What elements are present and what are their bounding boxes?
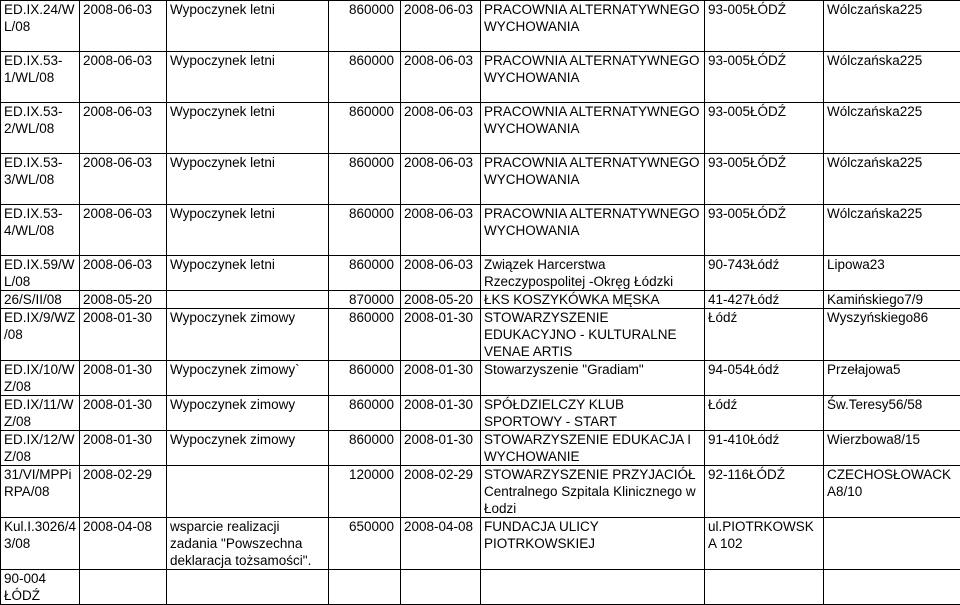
table-row: [1, 205, 960, 256]
decision-date-cell: 2008-06-03: [80, 52, 167, 103]
task-name-cell: Wypoczynek zimowy: [167, 431, 329, 466]
street-address-cell: Św.Teresy56/58: [824, 396, 960, 431]
table-row: [1, 309, 960, 361]
postal-city-cell: 90-743Łódź: [705, 256, 824, 291]
street-address-cell: Wólczańska225: [824, 154, 960, 205]
contract-date-cell: 2008-06-03: [401, 154, 481, 205]
task-name-cell: [167, 291, 329, 309]
postal-city-cell: Łódź: [705, 309, 824, 361]
street-address-cell: Wólczańska225: [824, 205, 960, 256]
decision-date-cell: 2008-05-20: [80, 291, 167, 309]
organization-name-cell: SPÓŁDZIELCZY KLUB SPORTOWY - START: [481, 396, 705, 431]
postal-city-cell: [705, 570, 824, 605]
contract-date-cell: 2008-01-30: [401, 309, 481, 361]
record-number-cell: ED.IX.53-1/WL/08: [1, 52, 80, 103]
postal-city-cell: 94-054Łódź: [705, 361, 824, 396]
table-row: [1, 256, 960, 291]
contract-date-cell: 2008-04-08: [401, 518, 481, 570]
contract-date-cell: [401, 570, 481, 605]
contract-date-cell: 2008-06-03: [401, 1, 481, 52]
record-number-cell: ED.IX.53-2/WL/08: [1, 103, 80, 154]
street-address-cell: Wierzbowa8/15: [824, 431, 960, 466]
grant-amount-cell: 860000: [329, 103, 401, 154]
table-row: [1, 518, 960, 570]
grant-amount-cell: 860000: [329, 431, 401, 466]
street-address-cell: Lipowa23: [824, 256, 960, 291]
contract-date-cell: 2008-06-03: [401, 103, 481, 154]
grant-amount-cell: 860000: [329, 396, 401, 431]
postal-city-cell: ul.PIOTRKOWSKA 102: [705, 518, 824, 570]
table-row: [1, 361, 960, 396]
decision-date-cell: 2008-01-30: [80, 361, 167, 396]
organization-name-cell: PRACOWNIA ALTERNATYWNEGO WYCHOWANIA: [481, 52, 705, 103]
postal-city-cell: 93-005ŁÓDŹ: [705, 154, 824, 205]
street-address-cell: Przełajowa5: [824, 361, 960, 396]
record-number-cell: Kul.I.3026/4 3/08: [1, 518, 80, 570]
task-name-cell: Wypoczynek zimowy`: [167, 361, 329, 396]
contract-date-cell: 2008-01-30: [401, 431, 481, 466]
organization-name-cell: PRACOWNIA ALTERNATYWNEGO WYCHOWANIA: [481, 154, 705, 205]
grant-amount-cell: 650000: [329, 518, 401, 570]
task-name-cell: [167, 570, 329, 605]
task-name-cell: Wypoczynek letni: [167, 154, 329, 205]
organization-name-cell: STOWARZYSZENIE EDUKACJA I WYCHOWANIE: [481, 431, 705, 466]
record-number-cell: ED.IX.59/W L/08: [1, 256, 80, 291]
decision-date-cell: 2008-06-03: [80, 154, 167, 205]
record-number-cell: 31/VI/MPPi RPA/08: [1, 466, 80, 518]
task-name-cell: wsparcie realizacji zadania "Powszechna deklaracja tożsamości".: [167, 518, 329, 570]
table-row: [1, 103, 960, 154]
table-row: [1, 1, 960, 52]
grant-amount-cell: 870000: [329, 291, 401, 309]
record-number-cell: ED.IX.24/W L/08: [1, 1, 80, 52]
contract-date-cell: 2008-06-03: [401, 205, 481, 256]
grant-amount-cell: 860000: [329, 154, 401, 205]
grant-amount-cell: 860000: [329, 205, 401, 256]
postal-city-cell: 91-410Łódź: [705, 431, 824, 466]
street-address-cell: Kamińskiego7/9: [824, 291, 960, 309]
organization-name-cell: PRACOWNIA ALTERNATYWNEGO WYCHOWANIA: [481, 1, 705, 52]
decision-date-cell: [80, 570, 167, 605]
contract-date-cell: 2008-06-03: [401, 256, 481, 291]
organization-name-cell: Związek Harcerstwa Rzeczypospolitej -Okręg Łódzki: [481, 256, 705, 291]
record-number-cell: 90-004 ŁÓDŹ: [1, 570, 80, 605]
postal-city-cell: 93-005ŁÓDŹ: [705, 205, 824, 256]
decision-date-cell: 2008-01-30: [80, 431, 167, 466]
decision-date-cell: 2008-01-30: [80, 309, 167, 361]
decision-date-cell: 2008-06-03: [80, 256, 167, 291]
postal-city-cell: 41-427Łódź: [705, 291, 824, 309]
table-row: [1, 154, 960, 205]
task-name-cell: Wypoczynek letni: [167, 256, 329, 291]
decision-date-cell: 2008-02-29: [80, 466, 167, 518]
organization-name-cell: PRACOWNIA ALTERNATYWNEGO WYCHOWANIA: [481, 205, 705, 256]
task-name-cell: Wypoczynek letni: [167, 52, 329, 103]
contract-date-cell: 2008-01-30: [401, 396, 481, 431]
table-row: [1, 431, 960, 466]
record-number-cell: ED.IX/10/W Z/08: [1, 361, 80, 396]
grant-amount-cell: 860000: [329, 309, 401, 361]
street-address-cell: [824, 518, 960, 570]
organization-name-cell: [481, 570, 705, 605]
record-number-cell: 26/S/II/08: [1, 291, 80, 309]
table-row: [1, 52, 960, 103]
decision-date-cell: 2008-01-30: [80, 396, 167, 431]
task-name-cell: Wypoczynek letni: [167, 1, 329, 52]
street-address-cell: Wólczańska225: [824, 103, 960, 154]
organization-name-cell: FUNDACJA ULICY PIOTRKOWSKIEJ: [481, 518, 705, 570]
postal-city-cell: 93-005ŁÓDŹ: [705, 103, 824, 154]
postal-city-cell: 92-116ŁÓDŹ: [705, 466, 824, 518]
street-address-cell: [824, 570, 960, 605]
task-name-cell: [167, 466, 329, 518]
organization-name-cell: Stowarzyszenie "Gradiam": [481, 361, 705, 396]
table-row: [1, 570, 960, 605]
organization-name-cell: STOWARZYSZENIE EDUKACYJNO - KULTURALNE VENAE ARTIS: [481, 309, 705, 361]
task-name-cell: Wypoczynek zimowy: [167, 309, 329, 361]
organization-name-cell: PRACOWNIA ALTERNATYWNEGO WYCHOWANIA: [481, 103, 705, 154]
organization-name-cell: ŁKS KOSZYKÓWKA MĘSKA: [481, 291, 705, 309]
contract-date-cell: 2008-05-20: [401, 291, 481, 309]
street-address-cell: Wólczańska225: [824, 52, 960, 103]
table-row: [1, 396, 960, 431]
street-address-cell: CZECHOSŁOWACK A8/10: [824, 466, 960, 518]
record-number-cell: ED.IX/11/W Z/08: [1, 396, 80, 431]
contract-date-cell: 2008-02-29: [401, 466, 481, 518]
contract-date-cell: 2008-01-30: [401, 361, 481, 396]
organization-name-cell: STOWARZYSZENIE PRZYJACIÓŁ Centralnego Szpitala Klinicznego w Łodzi: [481, 466, 705, 518]
grant-amount-cell: [329, 570, 401, 605]
record-number-cell: ED.IX.53-4/WL/08: [1, 205, 80, 256]
task-name-cell: Wypoczynek zimowy: [167, 396, 329, 431]
decision-date-cell: 2008-06-03: [80, 103, 167, 154]
decision-date-cell: 2008-06-03: [80, 1, 167, 52]
decision-date-cell: 2008-06-03: [80, 205, 167, 256]
decision-date-cell: 2008-04-08: [80, 518, 167, 570]
grant-amount-cell: 860000: [329, 52, 401, 103]
task-name-cell: Wypoczynek letni: [167, 205, 329, 256]
contract-date-cell: 2008-06-03: [401, 52, 481, 103]
street-address-cell: Wólczańska225: [824, 1, 960, 52]
record-number-cell: ED.IX/9/WZ /08: [1, 309, 80, 361]
postal-city-cell: Łódź: [705, 396, 824, 431]
record-number-cell: ED.IX/12/W Z/08: [1, 431, 80, 466]
grant-amount-cell: 120000: [329, 466, 401, 518]
table-row: [1, 466, 960, 518]
task-name-cell: Wypoczynek letni: [167, 103, 329, 154]
record-number-cell: ED.IX.53-3/WL/08: [1, 154, 80, 205]
grant-amount-cell: 860000: [329, 256, 401, 291]
postal-city-cell: 93-005ŁÓDŹ: [705, 52, 824, 103]
postal-city-cell: 93-005ŁÓDŹ: [705, 1, 824, 52]
grant-amount-cell: 860000: [329, 1, 401, 52]
grant-amount-cell: 860000: [329, 361, 401, 396]
table-row: [1, 291, 960, 309]
street-address-cell: Wyszyńskiego86: [824, 309, 960, 361]
